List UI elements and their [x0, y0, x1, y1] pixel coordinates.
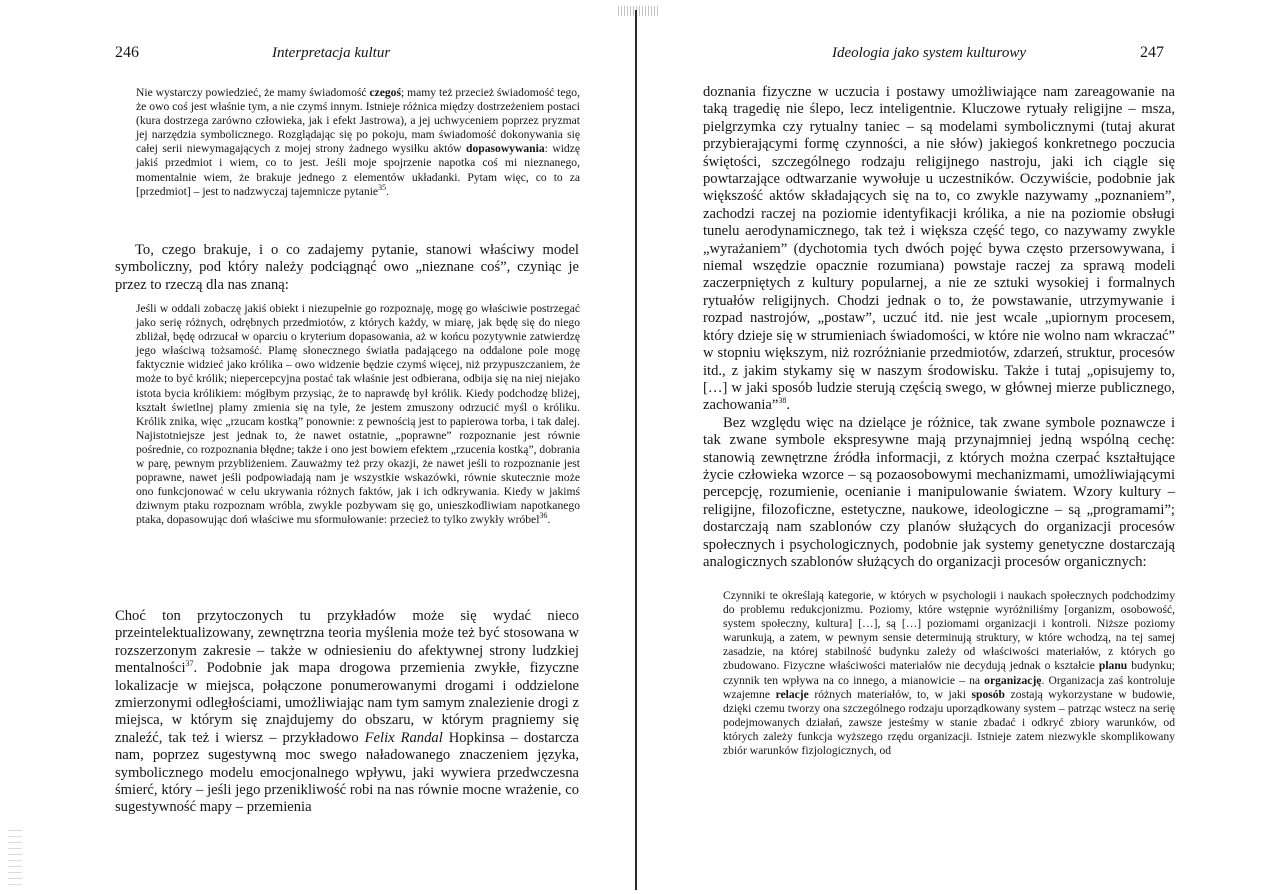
block-quote: Nie wystarczy powiedzieć, że mamy świadomość czegoś; mamy też przecież świadomość tego, że owo coś jest właśnie tym, a nie czymś innym. Istnieje różnica między dostrzeżeniem postaci (kura dostrzega zarówno człowieka, jak i efekt Jastrowa), a jej uchwyceniem poprzez pryzmat jej narzędzia symbolicznego. Rozglądając się po pokoju, mam świadomość dokonywania się całej serii niewymagających z mojej strony żadnego wysiłku aktów dopasowywania: widzę jakiś przedmiot i wiem, co to jest. Jeśli moje spojrzenie napotka coś mi nieznanego, momentalnie wiem, że brakuje jednego z elementów układanki. Pytam więc, co to za [przedmiot] – jest to nadzwyczaj tajemnicze pytanie$^{35}$. — [136, 86, 581, 198]
running-head: Interpretacja kultur — [272, 45, 391, 61]
block-quote: Jeśli w oddali zobaczę jakiś obiekt i niezupełnie go rozpoznaję, mogę go właściwie postrzegać jako serię różnych, odrębnych przedmiotów, z których każdy, w miarę, jak będę się do niego zbliżał, będę odrzucał w oparciu o kryterium dopasowania, aż w końcu pozytywnie zatwierdzę jego właściwą tożsamość. Plamę słonecznego światła padającego na oddalone pole mogę faktycznie widzieć jako królika – owo widzenie będzie czymś więcej, niż przypuszczaniem, że może to być królik; niepercepcyjna postać tak właśnie jest odbierana, odbija się na niej niejako istota bycia królikiem: mógłbym przysiąc, że to naprawdę był królik. Kiedy podchodzę bliżej, kształt świetlnej plamy zmienia się na tyle, że jestem zmuszony odrzucić myśl o króliku. Królik znika, więc „rzucam kostką” ponownie: z pewnością jest to papierowa torba, i tak dalej. Najistotniejsze jest jednak to, że nawet ostatnie, „poprawne” rozpoznanie jest równie pośrednie, co rozpoznania błędne; także i ono jest bowiem efektem „rzucenia kostką”, dobrania w parę, pewnym przybliżeniem. Zauważmy też przy okazji, że nawet jeśli to rozpoznanie jest poprawne, nawet jeśli podpowiadają nam je wszystkie wskazówki, równie skutecznie może ono funkcjonować w celu ukrywania różnych faktów, jak i ich odkrywania. Kiedy w jakimś dziwnym ptaku rozpoznam wróbla, zwykle pozbywam się go, unieszkodliwiam napotkanego ptaka, dopasowując doń właściwe mu sformułowanie: przecież to tylko zwykły wróbel$^{36}$. — [136, 302, 580, 527]
right-page — [637, 0, 1262, 894]
poem-title: Felix Randal — [364, 729, 443, 746]
page-number: 247 — [1140, 44, 1164, 61]
emphasis: planu — [1098, 659, 1128, 673]
emphasis: dopasowywania — [466, 142, 545, 156]
page-number: 246 — [115, 44, 139, 61]
body-paragraph: doznania fizyczne w uczucia i postawy umożliwiające nam zareagowanie na taką tragedię nie ślepo, lecz inteligentnie. Kluczowe rytuały religijne – msza, pielgrzymka czy rytualny taniec – są modelami symbolicznymi (tutaj akurat przybierającymi formę czynności, a nie słów) jakiegoś konkretnego poczucia świętości, szczególnego rodzaju religijnego nastroju, jaki ich ciągle się powtarzające odtwarzanie wywołuje u uczestników. Oczywiście, podobnie jak większość aktów składających się na to, co zwykle nazywamy „poznaniem”, zachodzi raczej na poziomie identyfikacji królika, a nie na poziomie obsługi tunelu aerodynamicznego, tak też i większa część tego, co nazywamy zwykle „wyrażaniem” (dychotomia tych dwóch pojęć bywa często przersowywana, i niemal wszędzie opacznie rozumiana) powstaje raczej za sprawą modeli zaczerpniętych z kultury popularnej, a nie ze sztuki wysokiej i formalnych rytuałów religijnych. Chodzi jednak o to, że powstawanie, utrzymywanie i rozpad nastrojów, „postaw”, uczuć itd. nie jest wcale „upiornym procesem, który dzieje się w strumieniach świadomości, w które nie wolno nam wkraczać” w stopniu większym, niż rozróżnianie przedmiotów, zdarzeń, struktur, procesów itd., z jakim stykamy się w naszym środowisku. Także i tutaj „opisujemy to, […] w jaki sposób ludzie sterują częścią swego, w głównej mierze publicznego, zachowania”$^{38}$. Bez względu więc na dzielące je różnice, tak zwane symbole poznawcze i tak zwane symbole ekspresywne mają przynajmniej jedną wspólną cechę: stanowią zewnętrzne źródła informacji, z których można czerpać kształtujące życie człowieka wzorce – są pozaosobowymi mechanizmami, umożliwiającymi percepcję, rozumienie, ocenianie i manipulowanie światem. Wzory kultury – religijne, filozoficzne, estetyczne, naukowe, ideologiczne – są „programami”; dostarczają nam szablonów czy planów służących do organizacji procesów społecznych i psychologicznych, podobnie jak systemy genetyczne dostarczają analogicznych szablonów służących do organizacji procesów organicznych: — [703, 84, 1175, 570]
emphasis: organizację — [984, 673, 1042, 687]
emphasis: sposób — [971, 687, 1005, 701]
footnote-ref: 36 — [539, 511, 548, 521]
body-paragraph: Choć ton przytoczonych tu przykładów może się wydać nieco przeintelektualizowany, zewnętrzna teoria myślenia może też być stosowana w rozszerzonym zakresie – także w odniesieniu do afektywnej strony ludzkiej mentalności$^{37}$. Podobnie jak mapa drogowa przemienia zwykłe, fizyczne lokalizacje w miejsca, połączone ponumerowanymi drogami i oddzielone zmierzonymi odległościami, umożliwiając nam tym samym znalezienie drogi z miejsca, w którym się znajdujemy do obszaru, w którym pragniemy się znaleźć, tak też i wiersz – przykładowo Felix Randal Hopkinsa – dostarcza nam, poprzez sugestywną moc swego naładowanego znaczeniem języka, symbolicznego modelu emocjonalnego wpływu, jaki wywiera przedwczesna śmierć, który – jeśli jego przenikliwość robi na nas równie mocne wrażenie, co sugestywność mapy – przemienia — [115, 608, 579, 816]
block-quote: Czynniki te określają kategorie, w których w psychologii i naukach społecznych podchodzimy do problemu redukcjonizmu. Poziomy, które wstępnie wyróżniliśmy [organizm, osobowość, system społeczny, kultura] […], są […] poziomami organizacji i kontroli. Niższe poziomy warunkują, a zatem, w pewnym sensie determinują struktury, w które wchodzą, na tej samej zasadzie, na której stabilność budynku zależy od właściwości materiałów, z których go zbudowano. Fizyczne właściwości materiałów nie decydują jednak o kształcie planu budynku; czynnik ten wpływa na co innego, a mianowicie – na organizację. Organizacja zaś kontroluje wzajemne relacje różnych materiałów, to, w jaki sposób zostają wykorzystane w budowie, dzięki czemu tworzy ona szczególnego rodzaju uporządkowany system – patrząc wstecz na serię podejmowanych działań, zawsze jesteśmy w stanie zbadać i odkryć zbiory warunków, od których zależy funkcja wyższego rzędu organizacji. Istnieje zatem niezwykle skomplikowany zbiór warunków fizjologicznych, od — [723, 589, 1176, 758]
emphasis: czegoś — [369, 86, 401, 99]
running-head: Ideologia jako system kulturowy — [832, 45, 1026, 61]
footnote-ref: 35 — [378, 182, 387, 192]
footnote-ref: 38 — [778, 396, 787, 406]
emphasis: relacje — [775, 687, 809, 701]
body-paragraph: To, czego brakuje, i o co zadajemy pytanie, stanowi właściwy model symboliczny, pod który należy podciągnąć owo „nieznane coś”, czyniąc je przez to rzeczą dla nas znaną: — [115, 242, 579, 293]
footnote-ref: 37 — [185, 659, 194, 669]
